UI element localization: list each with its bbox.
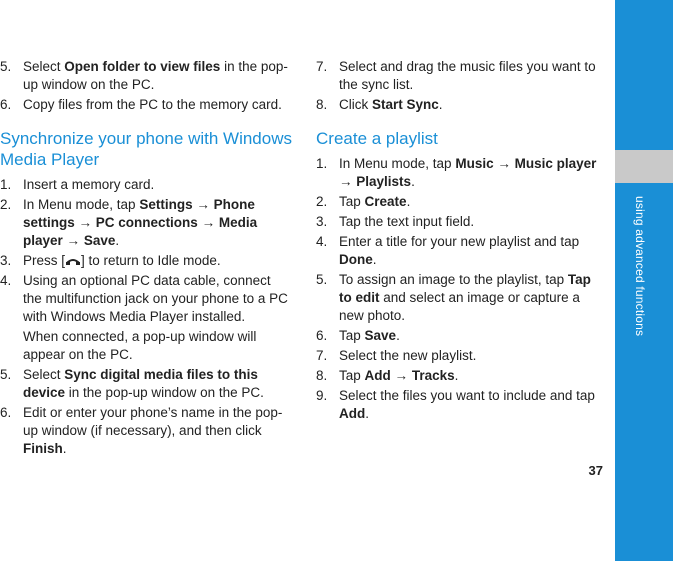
- right-top-steps: [316, 58, 606, 114]
- arrow-icon: →: [339, 174, 353, 189]
- list-item: 2. Tap Create.: [316, 194, 411, 209]
- left-column: [0, 58, 292, 460]
- list-item: 6. Edit or enter your phone’s name in the pop-up window (if necessary), and then click Finish.: [0, 405, 283, 456]
- list-item: 1. In Menu mode, tap Music → Music player → Playlists.: [316, 156, 597, 189]
- step-number: 6.: [0, 97, 12, 112]
- ui-term: Open folder to view files: [64, 59, 221, 74]
- arrow-icon: →: [78, 215, 93, 230]
- section-heading-sync: Synchronize your phone with Windows Media Player: [0, 129, 292, 169]
- arrow-icon: →: [394, 368, 409, 383]
- step-number: 5.: [0, 59, 12, 74]
- list-item: 8. Tap Add → Tracks.: [316, 368, 459, 383]
- list-item: 4. Using an optional PC data cable, connect the multifunction jack on your phone to a PC with Windows Media Player installed.: [0, 273, 288, 324]
- arrow-icon: →: [201, 215, 216, 230]
- list-item: 2. In Menu mode, tap Settings → Phone settings → PC connections → Media player → Save.: [0, 197, 258, 248]
- end-key-icon: [65, 256, 81, 266]
- list-item: 3. Press [ ] to return to Idle mode.: [0, 253, 221, 268]
- playlist-steps: [316, 155, 606, 423]
- chapter-side-strip: [615, 0, 673, 561]
- right-column: [316, 58, 606, 425]
- section-heading-playlist: Create a playlist: [316, 129, 438, 148]
- chapter-tab-marker: [615, 150, 673, 183]
- list-item: 5. Select Sync digital media files to this device in the pop-up window on the PC.: [0, 367, 264, 400]
- sync-steps: [0, 176, 292, 326]
- list-item: 3. Tap the text input field.: [316, 214, 475, 229]
- list-item: 6. Copy files from the PC to the memory card.: [0, 97, 282, 112]
- list-item: 1. Insert a memory card.: [0, 177, 155, 192]
- page-number: 37: [588, 463, 603, 478]
- list-item: 7. Select and drag the music files you want to the sync list.: [316, 59, 596, 92]
- list-item: 7. Select the new playlist.: [316, 348, 477, 363]
- sync-steps-continued: [0, 366, 292, 458]
- left-top-steps: [0, 58, 292, 114]
- step-note: When connected, a pop-up window will appear on the PC.: [23, 329, 257, 362]
- arrow-icon: →: [497, 156, 511, 171]
- list-item: 4. Enter a title for your new playlist and tap Done.: [316, 234, 580, 267]
- list-item: 5. To assign an image to the playlist, tap Tap to edit and select an image or capture a new photo.: [316, 272, 591, 323]
- list-item: 5. Select Open folder to view files in the pop-up window on the PC.: [0, 59, 288, 92]
- list-item: 6. Tap Save.: [316, 328, 400, 343]
- chapter-label: using advanced functions: [633, 196, 647, 337]
- list-item: 9. Select the files you want to include and tap Add.: [316, 388, 595, 421]
- arrow-icon: →: [66, 233, 81, 248]
- arrow-icon: →: [196, 197, 210, 212]
- list-item: 8. Click Start Sync.: [316, 97, 443, 112]
